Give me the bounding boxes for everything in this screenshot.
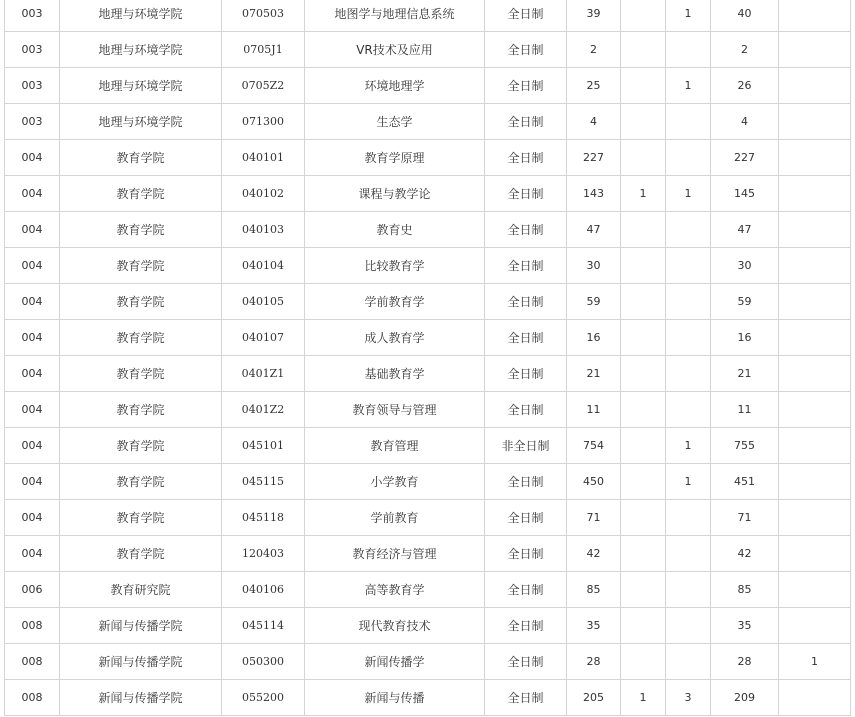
study-mode-cell: 全日制 bbox=[485, 32, 567, 68]
table-row bbox=[5, 320, 851, 356]
count-b-cell bbox=[621, 0, 666, 32]
major-code-cell: 040106 bbox=[222, 572, 305, 608]
college-name-cell: 地理与环境学院 bbox=[60, 32, 222, 68]
count-b-cell bbox=[621, 356, 666, 392]
total-count-cell: 451 bbox=[711, 464, 779, 500]
total-count-cell: 28 bbox=[711, 644, 779, 680]
count-a-cell: 2 bbox=[567, 32, 621, 68]
total-count-cell: 209 bbox=[711, 680, 779, 716]
study-mode-cell: 非全日制 bbox=[485, 428, 567, 464]
total-count-cell: 145 bbox=[711, 176, 779, 212]
college-name-cell: 教育学院 bbox=[60, 320, 222, 356]
college-name-cell: 教育学院 bbox=[60, 176, 222, 212]
major-name-cell: 环境地理学 bbox=[305, 68, 485, 104]
major-code-cell: 0401Z1 bbox=[222, 356, 305, 392]
count-b-cell bbox=[621, 104, 666, 140]
table-row bbox=[5, 572, 851, 608]
major-code-cell: 120403 bbox=[222, 536, 305, 572]
extra-count-cell bbox=[779, 212, 851, 248]
table-row bbox=[5, 284, 851, 320]
count-a-cell: 754 bbox=[567, 428, 621, 464]
college-name-cell: 教育学院 bbox=[60, 392, 222, 428]
college-name-cell: 地理与环境学院 bbox=[60, 104, 222, 140]
count-b-cell bbox=[621, 608, 666, 644]
count-b-cell: 1 bbox=[621, 176, 666, 212]
total-count-cell: 2 bbox=[711, 32, 779, 68]
count-b-cell bbox=[621, 140, 666, 176]
major-code-cell: 071300 bbox=[222, 104, 305, 140]
count-c-cell: 1 bbox=[666, 68, 711, 104]
table-row bbox=[5, 464, 851, 500]
extra-count-cell bbox=[779, 68, 851, 104]
count-a-cell: 59 bbox=[567, 284, 621, 320]
extra-count-cell bbox=[779, 284, 851, 320]
major-name-cell: 课程与教学论 bbox=[305, 176, 485, 212]
major-code-cell: 045101 bbox=[222, 428, 305, 464]
college-code-cell: 003 bbox=[5, 68, 60, 104]
major-name-cell: 学前教育 bbox=[305, 500, 485, 536]
total-count-cell: 755 bbox=[711, 428, 779, 464]
count-b-cell bbox=[621, 284, 666, 320]
college-name-cell: 新闻与传播学院 bbox=[60, 644, 222, 680]
count-c-cell bbox=[666, 104, 711, 140]
count-a-cell: 85 bbox=[567, 572, 621, 608]
count-c-cell bbox=[666, 248, 711, 284]
table-row bbox=[5, 536, 851, 572]
college-name-cell: 地理与环境学院 bbox=[60, 68, 222, 104]
count-a-cell: 205 bbox=[567, 680, 621, 716]
count-a-cell: 30 bbox=[567, 248, 621, 284]
table-row bbox=[5, 608, 851, 644]
count-b-cell bbox=[621, 392, 666, 428]
major-code-cell: 040105 bbox=[222, 284, 305, 320]
count-a-cell: 35 bbox=[567, 608, 621, 644]
college-name-cell: 教育学院 bbox=[60, 536, 222, 572]
major-code-cell: 040103 bbox=[222, 212, 305, 248]
study-mode-cell: 全日制 bbox=[485, 68, 567, 104]
study-mode-cell: 全日制 bbox=[485, 0, 567, 32]
major-name-cell: 现代教育技术 bbox=[305, 608, 485, 644]
count-c-cell bbox=[666, 212, 711, 248]
count-a-cell: 25 bbox=[567, 68, 621, 104]
college-name-cell: 新闻与传播学院 bbox=[60, 608, 222, 644]
college-name-cell: 教育学院 bbox=[60, 212, 222, 248]
college-code-cell: 004 bbox=[5, 248, 60, 284]
major-code-cell: 045114 bbox=[222, 608, 305, 644]
major-code-cell: 040104 bbox=[222, 248, 305, 284]
count-b-cell bbox=[621, 32, 666, 68]
college-code-cell: 003 bbox=[5, 32, 60, 68]
college-name-cell: 教育学院 bbox=[60, 248, 222, 284]
extra-count-cell bbox=[779, 320, 851, 356]
college-code-cell: 004 bbox=[5, 140, 60, 176]
college-code-cell: 004 bbox=[5, 320, 60, 356]
total-count-cell: 4 bbox=[711, 104, 779, 140]
major-name-cell: 高等教育学 bbox=[305, 572, 485, 608]
count-c-cell: 1 bbox=[666, 428, 711, 464]
study-mode-cell: 全日制 bbox=[485, 572, 567, 608]
major-code-cell: 040101 bbox=[222, 140, 305, 176]
total-count-cell: 26 bbox=[711, 68, 779, 104]
study-mode-cell: 全日制 bbox=[485, 536, 567, 572]
total-count-cell: 42 bbox=[711, 536, 779, 572]
count-b-cell bbox=[621, 68, 666, 104]
total-count-cell: 21 bbox=[711, 356, 779, 392]
count-c-cell bbox=[666, 572, 711, 608]
count-c-cell: 1 bbox=[666, 176, 711, 212]
study-mode-cell: 全日制 bbox=[485, 320, 567, 356]
major-name-cell: 基础教育学 bbox=[305, 356, 485, 392]
count-b-cell bbox=[621, 428, 666, 464]
total-count-cell: 227 bbox=[711, 140, 779, 176]
count-a-cell: 47 bbox=[567, 212, 621, 248]
count-b-cell: 1 bbox=[621, 680, 666, 716]
college-name-cell: 教育学院 bbox=[60, 356, 222, 392]
major-name-cell: 生态学 bbox=[305, 104, 485, 140]
extra-count-cell bbox=[779, 140, 851, 176]
table-row bbox=[5, 356, 851, 392]
table-body bbox=[5, 0, 851, 716]
table-row bbox=[5, 248, 851, 284]
extra-count-cell bbox=[779, 536, 851, 572]
major-name-cell: 教育管理 bbox=[305, 428, 485, 464]
major-name-cell: 教育史 bbox=[305, 212, 485, 248]
total-count-cell: 16 bbox=[711, 320, 779, 356]
count-a-cell: 4 bbox=[567, 104, 621, 140]
college-code-cell: 004 bbox=[5, 500, 60, 536]
major-code-cell: 0705J1 bbox=[222, 32, 305, 68]
extra-count-cell bbox=[779, 356, 851, 392]
table-row bbox=[5, 500, 851, 536]
total-count-cell: 40 bbox=[711, 0, 779, 32]
major-name-cell: 教育经济与管理 bbox=[305, 536, 485, 572]
count-c-cell bbox=[666, 644, 711, 680]
extra-count-cell bbox=[779, 608, 851, 644]
extra-count-cell bbox=[779, 500, 851, 536]
study-mode-cell: 全日制 bbox=[485, 104, 567, 140]
study-mode-cell: 全日制 bbox=[485, 140, 567, 176]
major-code-cell: 070503 bbox=[222, 0, 305, 32]
extra-count-cell bbox=[779, 248, 851, 284]
study-mode-cell: 全日制 bbox=[485, 680, 567, 716]
extra-count-cell bbox=[779, 176, 851, 212]
count-b-cell bbox=[621, 320, 666, 356]
extra-count-cell bbox=[779, 572, 851, 608]
count-a-cell: 21 bbox=[567, 356, 621, 392]
extra-count-cell bbox=[779, 392, 851, 428]
total-count-cell: 35 bbox=[711, 608, 779, 644]
college-name-cell: 教育学院 bbox=[60, 140, 222, 176]
study-mode-cell: 全日制 bbox=[485, 500, 567, 536]
extra-count-cell bbox=[779, 32, 851, 68]
college-name-cell: 教育学院 bbox=[60, 464, 222, 500]
study-mode-cell: 全日制 bbox=[485, 464, 567, 500]
count-c-cell bbox=[666, 284, 711, 320]
count-c-cell bbox=[666, 356, 711, 392]
college-name-cell: 教育学院 bbox=[60, 500, 222, 536]
major-name-cell: 教育学原理 bbox=[305, 140, 485, 176]
table-row bbox=[5, 0, 851, 32]
extra-count-cell bbox=[779, 104, 851, 140]
table-row bbox=[5, 104, 851, 140]
study-mode-cell: 全日制 bbox=[485, 644, 567, 680]
major-name-cell: 教育领导与管理 bbox=[305, 392, 485, 428]
count-c-cell: 1 bbox=[666, 0, 711, 32]
count-c-cell bbox=[666, 608, 711, 644]
count-b-cell bbox=[621, 536, 666, 572]
major-name-cell: 成人教育学 bbox=[305, 320, 485, 356]
major-name-cell: 比较教育学 bbox=[305, 248, 485, 284]
college-code-cell: 003 bbox=[5, 0, 60, 32]
extra-count-cell bbox=[779, 680, 851, 716]
count-b-cell bbox=[621, 464, 666, 500]
table-row bbox=[5, 680, 851, 716]
total-count-cell: 71 bbox=[711, 500, 779, 536]
major-name-cell: 小学教育 bbox=[305, 464, 485, 500]
college-code-cell: 008 bbox=[5, 644, 60, 680]
table-row bbox=[5, 68, 851, 104]
college-name-cell: 地理与环境学院 bbox=[60, 0, 222, 32]
college-code-cell: 004 bbox=[5, 176, 60, 212]
study-mode-cell: 全日制 bbox=[485, 392, 567, 428]
major-name-cell: 新闻与传播 bbox=[305, 680, 485, 716]
table-row bbox=[5, 428, 851, 464]
count-c-cell bbox=[666, 320, 711, 356]
total-count-cell: 59 bbox=[711, 284, 779, 320]
extra-count-cell bbox=[779, 428, 851, 464]
extra-count-cell bbox=[779, 464, 851, 500]
count-a-cell: 227 bbox=[567, 140, 621, 176]
college-name-cell: 教育学院 bbox=[60, 428, 222, 464]
count-b-cell bbox=[621, 248, 666, 284]
college-code-cell: 004 bbox=[5, 284, 60, 320]
major-name-cell: 地图学与地理信息系统 bbox=[305, 0, 485, 32]
major-code-cell: 050300 bbox=[222, 644, 305, 680]
count-a-cell: 28 bbox=[567, 644, 621, 680]
college-code-cell: 004 bbox=[5, 464, 60, 500]
count-c-cell: 3 bbox=[666, 680, 711, 716]
total-count-cell: 85 bbox=[711, 572, 779, 608]
table-row bbox=[5, 644, 851, 680]
admissions-table bbox=[4, 0, 851, 716]
major-name-cell: VR技术及应用 bbox=[305, 32, 485, 68]
college-code-cell: 006 bbox=[5, 572, 60, 608]
count-a-cell: 16 bbox=[567, 320, 621, 356]
table-row bbox=[5, 176, 851, 212]
count-b-cell bbox=[621, 212, 666, 248]
major-name-cell: 新闻传播学 bbox=[305, 644, 485, 680]
major-code-cell: 040107 bbox=[222, 320, 305, 356]
college-code-cell: 004 bbox=[5, 428, 60, 464]
college-name-cell: 新闻与传播学院 bbox=[60, 680, 222, 716]
total-count-cell: 11 bbox=[711, 392, 779, 428]
college-code-cell: 004 bbox=[5, 536, 60, 572]
college-code-cell: 004 bbox=[5, 212, 60, 248]
table-row bbox=[5, 212, 851, 248]
count-b-cell bbox=[621, 500, 666, 536]
extra-count-cell bbox=[779, 0, 851, 32]
extra-count-cell: 1 bbox=[779, 644, 851, 680]
college-code-cell: 003 bbox=[5, 104, 60, 140]
count-a-cell: 11 bbox=[567, 392, 621, 428]
college-code-cell: 004 bbox=[5, 356, 60, 392]
count-a-cell: 143 bbox=[567, 176, 621, 212]
total-count-cell: 47 bbox=[711, 212, 779, 248]
college-name-cell: 教育研究院 bbox=[60, 572, 222, 608]
total-count-cell: 30 bbox=[711, 248, 779, 284]
count-a-cell: 71 bbox=[567, 500, 621, 536]
count-c-cell bbox=[666, 536, 711, 572]
college-code-cell: 008 bbox=[5, 680, 60, 716]
count-b-cell bbox=[621, 644, 666, 680]
major-code-cell: 055200 bbox=[222, 680, 305, 716]
study-mode-cell: 全日制 bbox=[485, 176, 567, 212]
count-c-cell bbox=[666, 392, 711, 428]
count-c-cell: 1 bbox=[666, 464, 711, 500]
table-row bbox=[5, 140, 851, 176]
college-name-cell: 教育学院 bbox=[60, 284, 222, 320]
major-code-cell: 040102 bbox=[222, 176, 305, 212]
study-mode-cell: 全日制 bbox=[485, 608, 567, 644]
major-name-cell: 学前教育学 bbox=[305, 284, 485, 320]
study-mode-cell: 全日制 bbox=[485, 212, 567, 248]
count-a-cell: 450 bbox=[567, 464, 621, 500]
table-row bbox=[5, 392, 851, 428]
count-c-cell bbox=[666, 32, 711, 68]
study-mode-cell: 全日制 bbox=[485, 284, 567, 320]
college-code-cell: 008 bbox=[5, 608, 60, 644]
count-a-cell: 39 bbox=[567, 0, 621, 32]
major-code-cell: 0401Z2 bbox=[222, 392, 305, 428]
major-code-cell: 045115 bbox=[222, 464, 305, 500]
count-c-cell bbox=[666, 140, 711, 176]
table-row bbox=[5, 32, 851, 68]
study-mode-cell: 全日制 bbox=[485, 248, 567, 284]
count-c-cell bbox=[666, 500, 711, 536]
study-mode-cell: 全日制 bbox=[485, 356, 567, 392]
count-a-cell: 42 bbox=[567, 536, 621, 572]
count-b-cell bbox=[621, 572, 666, 608]
major-code-cell: 045118 bbox=[222, 500, 305, 536]
college-code-cell: 004 bbox=[5, 392, 60, 428]
major-code-cell: 0705Z2 bbox=[222, 68, 305, 104]
